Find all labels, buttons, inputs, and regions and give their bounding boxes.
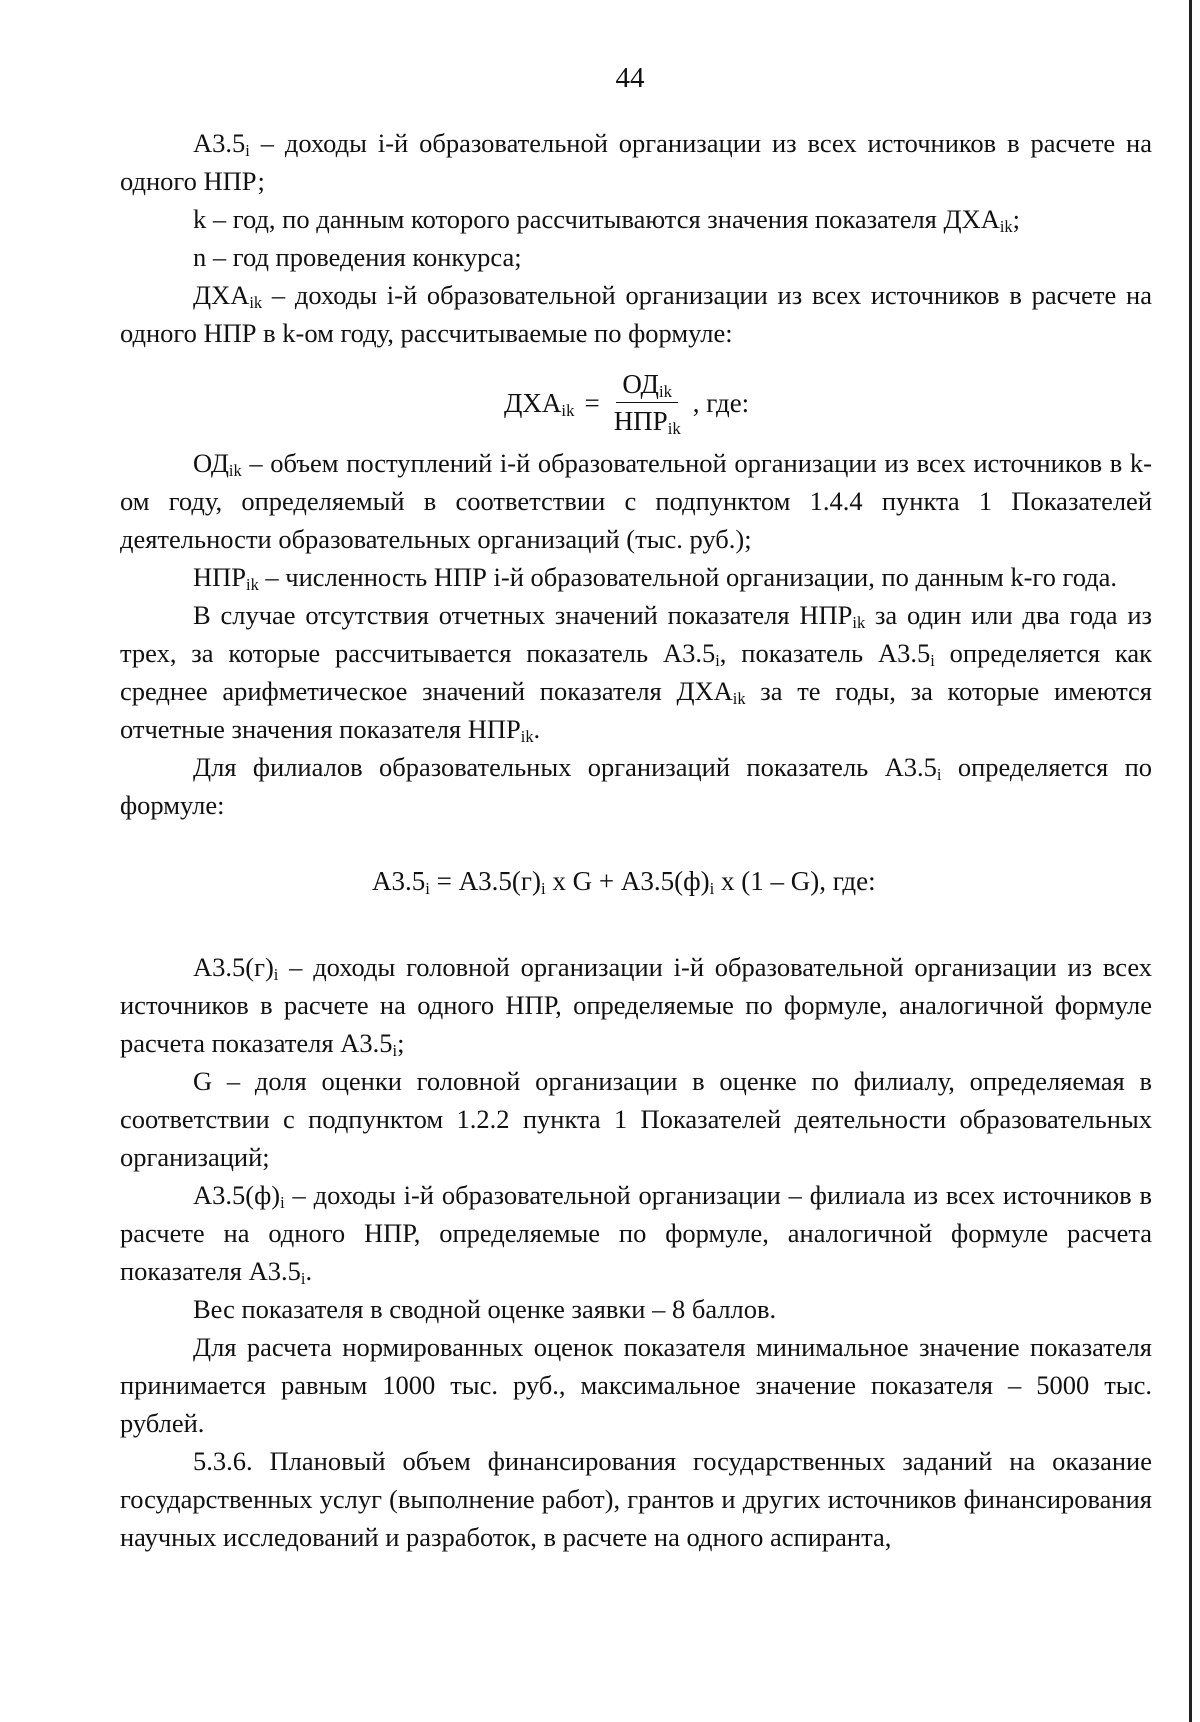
- formula-branches: [120, 824, 1152, 948]
- formula-numerator: $ОД_{ik}$: [616, 368, 678, 403]
- formula-denominator: $НПР_{ik}$: [613, 406, 681, 439]
- formula-branches-text: $А3.5_i = А3.5(г)_i$ x $G + А3.5(ф)_i$ x (1 – G), где:: [372, 866, 876, 899]
- definition-g: G – доля оценки головной организации в оценке по филиалу, определяемая в соответствии с подпунктом 1.2.2 пункта 1 Показателей деятельности образовательных организаций;: [120, 1066, 1152, 1172]
- paragraph-branches: Для филиалов образовательных организаций показатель $А3.5_i$ определяется по формуле:: [120, 752, 1152, 820]
- definition-dxa: $ДХА_{ik}$ – доходы i-й образовательной организации из всех источников в расчете на одного НПР в k-ом году, рассчитываемые по формуле:: [120, 280, 1152, 348]
- paragraph-missing-values: В случае отсутствия отчетных значений показателя $НПР_{ik}$ за один или два года из трех, за которые рассчитывается показатель $А3.5_i$, показатель $А3.5_i$ определяется как среднее арифметическое значений показателя $ДХА_{ik}$ за те годы, за которые имеются отчетные значения показателя $НПР_{ik}$.: [120, 600, 1153, 747]
- formula-fraction: [608, 368, 687, 437]
- formula-equals: =: [584, 387, 600, 418]
- definition-k: k – год, по данным которого рассчитываются значения показателя $ДХА_{ik}$;: [193, 204, 1021, 237]
- document-body: [120, 124, 1152, 1556]
- definition-od: $ОД_{ik}$ – объем поступлений i-й образовательной организации из всех источников в k-ом году, определяемый в соответствии с подпунктом 1.4.4 пункта 1 Показателей деятельности образовательных организаций (тыс. руб.);: [120, 448, 1152, 554]
- definition-a35-branch: $А3.5(ф)_i$ – доходы i-й образовательной организации – филиала из всех источников в расчете на одного НПР, определяемые по формуле, аналогичной формуле расчета показателя $А3.5_i$.: [120, 1180, 1152, 1289]
- scan-edge-line: [1189, 0, 1192, 1722]
- section-5-3-6-paragraph: 5.3.6. Плановый объем финансирования государственных заданий на оказание государственных услуг (выполнение работ), грантов и других источников финансирования научных исследований и разработок, в расчете на одного аспиранта,: [120, 1446, 1152, 1552]
- definition-n: n – год проведения конкурса;: [193, 242, 522, 272]
- definition-a35: $А3.5_i$ – доходы i-й образовательной организации из всех источников в расчете на одного НПР;: [120, 128, 1152, 196]
- formula-tail: , где:: [692, 387, 750, 418]
- normalization-paragraph: Для расчета нормированных оценок показателя минимальное значение показателя принимается равным 1000 тыс. руб., максимальное значение показателя – 5000 тыс. рублей.: [120, 1332, 1152, 1438]
- definition-a35-head: $А3.5(г)_i$ – доходы головной организации i-й образовательной организации из всех источников в расчете на одного НПР, определяемые по формуле, аналогичной формуле расчета показателя $А3.5_i$;: [120, 952, 1152, 1061]
- page-number: 44: [615, 62, 645, 94]
- formula-lhs: $ДХА_{ik}$: [504, 387, 575, 420]
- definition-npr: $НПР_{ik}$ – численность НПР i-й образовательной организации, по данным k-го года.: [193, 562, 1118, 595]
- weight-paragraph: Вес показателя в сводной оценке заявки – 8 баллов.: [193, 1294, 777, 1324]
- formula-dxa: [120, 352, 1152, 444]
